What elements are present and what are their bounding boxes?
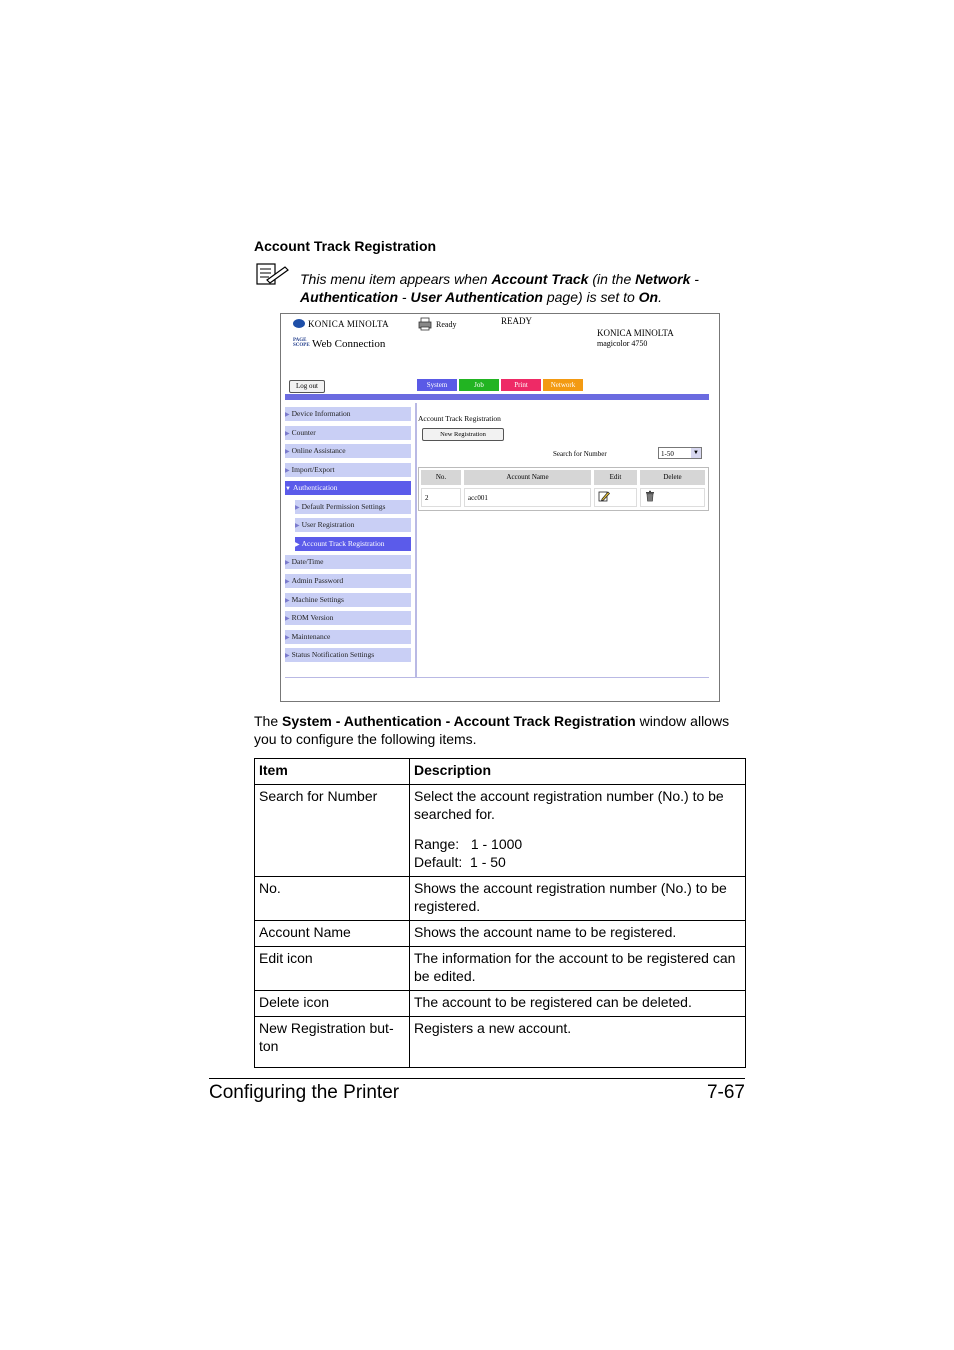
brand-name: KONICA MINOLTA [597,328,674,338]
printer-icon [418,317,432,331]
page-number: 7-67 [706,1082,745,1103]
cell-edit [594,488,637,507]
tab-print[interactable]: Print [501,379,541,391]
sidebar-item-date-time[interactable]: ▶ Date/Time [285,555,411,569]
header-account-name: Account Name [464,470,591,485]
logout-button[interactable]: Log out [289,380,325,393]
description-cell: Shows the account registration number (No.) to be registered. [410,877,746,921]
sidebar-item-maintenance[interactable]: ▶ Maintenance [285,630,411,644]
table-row [255,921,746,947]
table-header-item: Item [255,759,410,785]
cell-account-name: acc001 [464,488,591,507]
chevron-down-icon: ▼ [691,448,701,458]
sidebar-item-device-information[interactable]: ▶ Device Information [285,407,411,421]
tab-job[interactable]: Job [459,379,499,391]
footer-chapter: Configuring the Printer [209,1082,400,1103]
model-name: magicolor 4750 [597,339,648,348]
content-title: Account Track Registration [418,414,501,423]
trash-icon[interactable] [644,490,656,502]
header-edit: Edit [594,470,637,485]
status-large: READY [501,316,532,326]
tab-network[interactable]: Network [543,379,583,391]
cell-delete [640,488,705,507]
bottom-divider [285,677,709,678]
description-cell: The information for the account to be registered can be edited. [410,947,746,991]
header-bar [285,394,709,400]
item-cell: No. [255,877,410,921]
item-cell: New Registration but-ton [255,1017,410,1068]
web-connection-screenshot [280,313,720,702]
sidebar-item-user-registration[interactable]: ▶ User Registration [295,518,411,532]
table-row [255,1017,746,1068]
pagescope-logo: PAGE SCOPE Web Connection [293,338,386,350]
table-row [255,877,746,921]
table-row [255,947,746,991]
intro-paragraph: The System - Authentication - Account Track Registration window allows you to configure the following items. [254,713,730,747]
menu-divider [415,403,417,677]
description-cell: Shows the account name to be registered. [410,921,746,947]
item-cell: Search for Number [255,785,410,877]
item-cell: Delete icon [255,991,410,1017]
description-cell: The account to be registered can be deleted. [410,991,746,1017]
sidebar-item-import-export[interactable]: ▶ Import/Export [285,463,411,477]
sidebar-item-admin-password[interactable]: ▶ Admin Password [285,574,411,588]
item-cell: Account Name [255,921,410,947]
sidebar-item-rom-version[interactable]: ▶ ROM Version [285,611,411,625]
edit-icon[interactable] [598,490,610,502]
sidebar-item-status-notification[interactable]: ▶ Status Notification Settings [285,648,411,662]
item-cell: Edit icon [255,947,410,991]
description-cell: Registers a new account. [410,1017,746,1068]
header-no: No. [421,470,461,485]
note-text: This menu item appears when Account Track (in the Network - Authentication - User Authentication page) is set to On. [300,271,699,305]
description-table [254,758,746,1068]
description-cell: Select the account registration number (No.) to be searched for. Range: 1 - 1000 Default: 1 - 50 [410,785,746,877]
search-number-select[interactable]: 1-50 ▼ [658,447,702,459]
table-header-description: Description [410,759,746,785]
account-table [418,467,709,511]
sidebar-item-default-permission[interactable]: ▶ Default Permission Settings [295,500,411,514]
sidebar-item-online-assistance[interactable]: ▶ Online Assistance [285,444,411,458]
table-header-row [255,759,746,785]
table-row [255,991,746,1017]
cell-no: 2 [421,488,461,507]
note-icon [255,262,289,286]
globe-icon [293,319,305,328]
table-row [255,785,746,877]
section-heading: Account Track Registration [254,238,437,254]
status-small: Ready [436,320,457,329]
header-delete: Delete [640,470,705,485]
sidebar-item-account-track-registration[interactable]: ▶ Account Track Registration [295,537,411,551]
sidebar-item-counter[interactable]: ▶ Counter [285,426,411,440]
pagescope-icon: PAGE SCOPE [293,338,310,348]
search-label: Search for Number [553,450,607,458]
new-registration-button[interactable]: New Registration [422,428,504,441]
konica-minolta-logo: KONICA MINOLTA [293,319,389,329]
sidebar-item-machine-settings[interactable]: ▶ Machine Settings [285,593,411,607]
tab-system[interactable]: System [417,379,457,391]
sidebar-item-authentication[interactable]: ▼ Authentication [285,481,411,495]
footer-rule [209,1078,745,1079]
